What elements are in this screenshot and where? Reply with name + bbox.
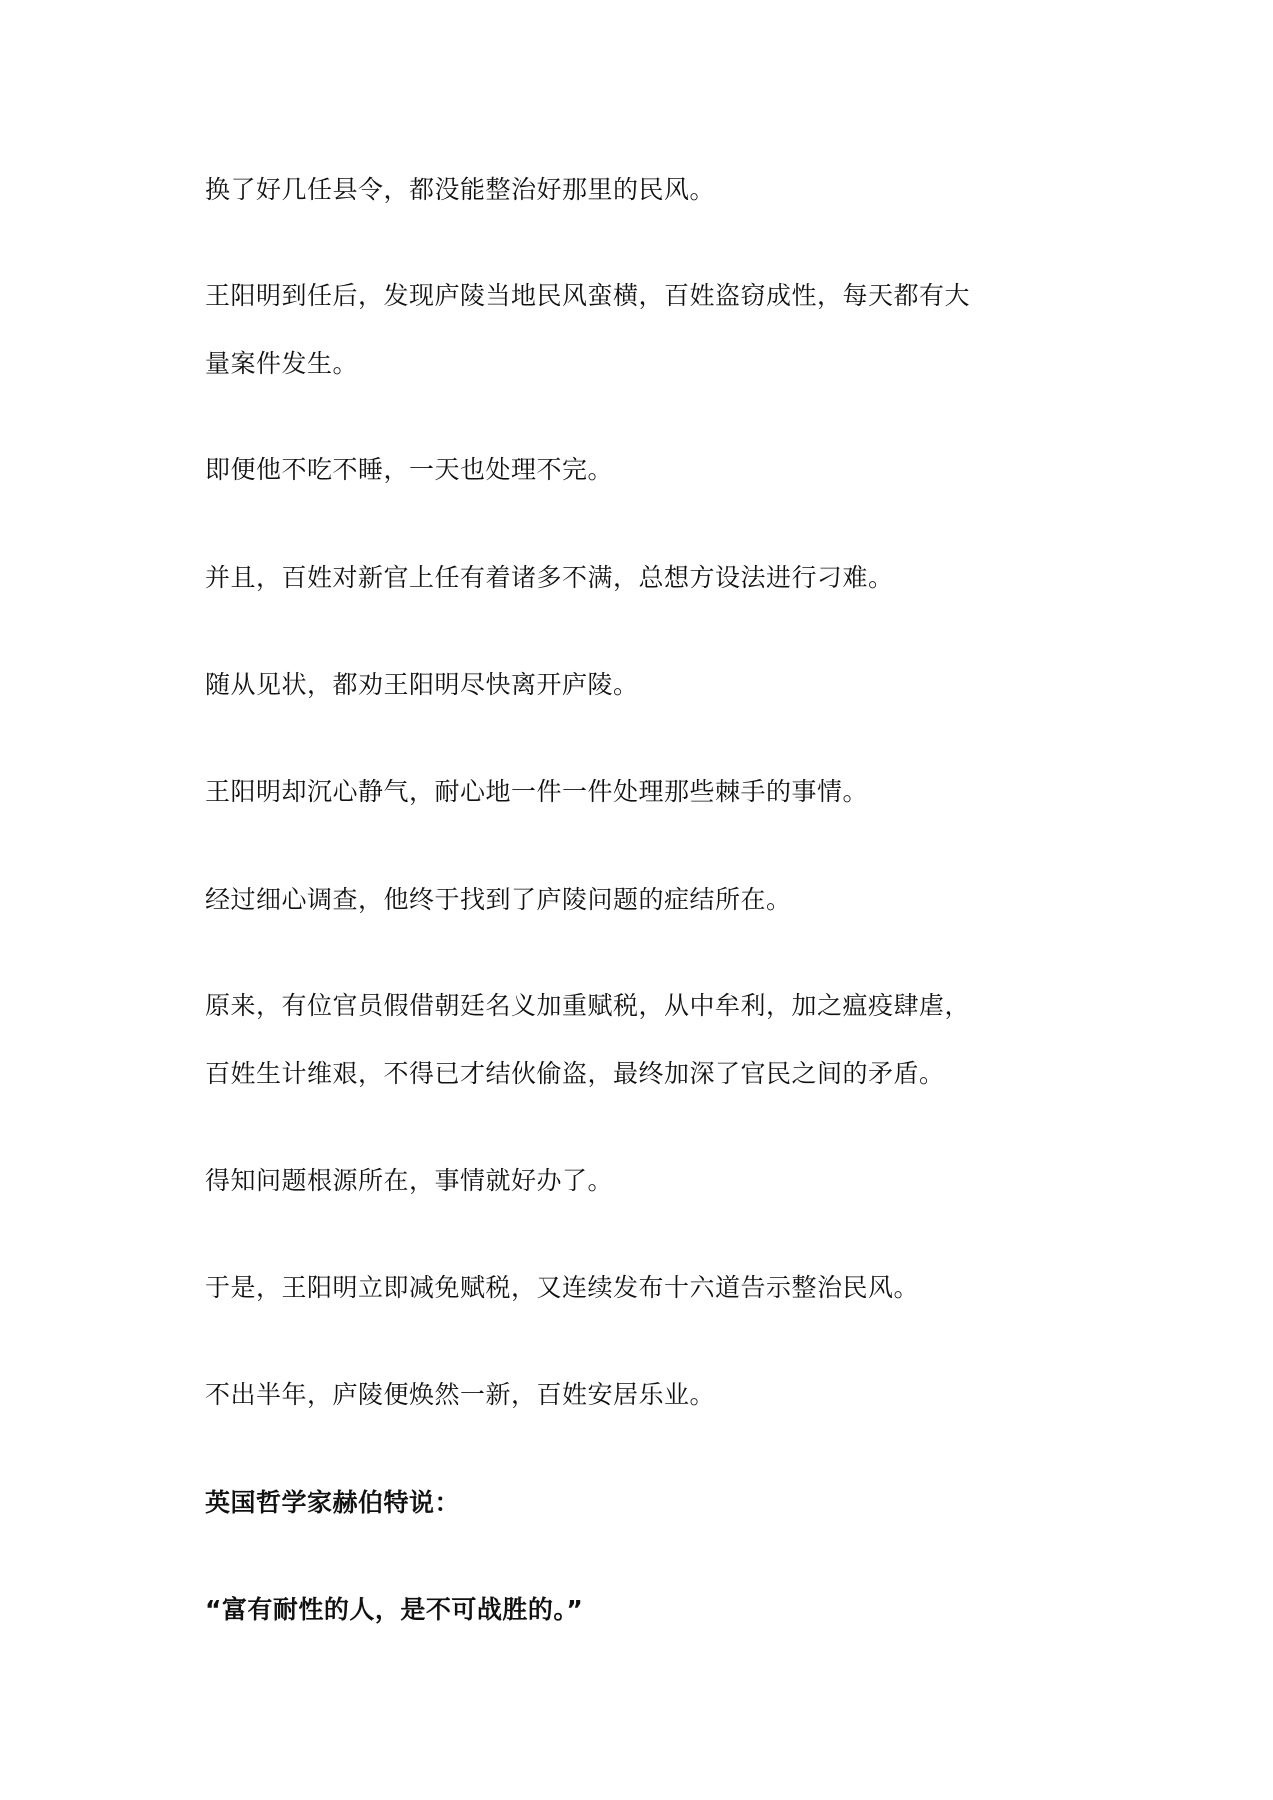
paragraph-line: 王阳明到任后，发现庐陵当地民风蛮横，百姓盗窃成性，每天都有大: [205, 281, 971, 310]
paragraph-line: 量案件发生。: [205, 349, 359, 378]
paragraph-line: 于是，王阳明立即减免赋税，又连续发布十六道告示整治民风。: [205, 1273, 920, 1302]
paragraph-line: 王阳明却沉心静气，耐心地一件一件处理那些棘手的事情。: [205, 777, 869, 806]
paragraph-line: 即便他不吃不睡，一天也处理不完。: [205, 455, 614, 484]
paragraph-line: 并且，百姓对新官上任有着诸多不满，总想方设法进行刁难。: [205, 563, 894, 592]
quote-attribution: 英国哲学家赫伯特说：: [205, 1488, 461, 1517]
quote-text: “富有耐性的人，是不可战胜的。”: [205, 1595, 584, 1624]
paragraph-line: 随从见状，都劝王阳明尽快离开庐陵。: [205, 670, 639, 699]
paragraph-line: 原来，有位官员假借朝廷名义加重赋税，从中牟利，加之瘟疫肆虐，: [205, 991, 971, 1020]
paragraph-line: 经过细心调查，他终于找到了庐陵问题的症结所在。: [205, 885, 792, 914]
paragraph-line: 百姓生计维艰，不得已才结伙偷盗，最终加深了官民之间的矛盾。: [205, 1059, 945, 1088]
paragraph-line: 换了好几任县令，都没能整治好那里的民风。: [205, 175, 716, 204]
paragraph-line: 不出半年，庐陵便焕然一新，百姓安居乐业。: [205, 1380, 716, 1409]
paragraph-line: 得知问题根源所在，事情就好办了。: [205, 1166, 614, 1195]
